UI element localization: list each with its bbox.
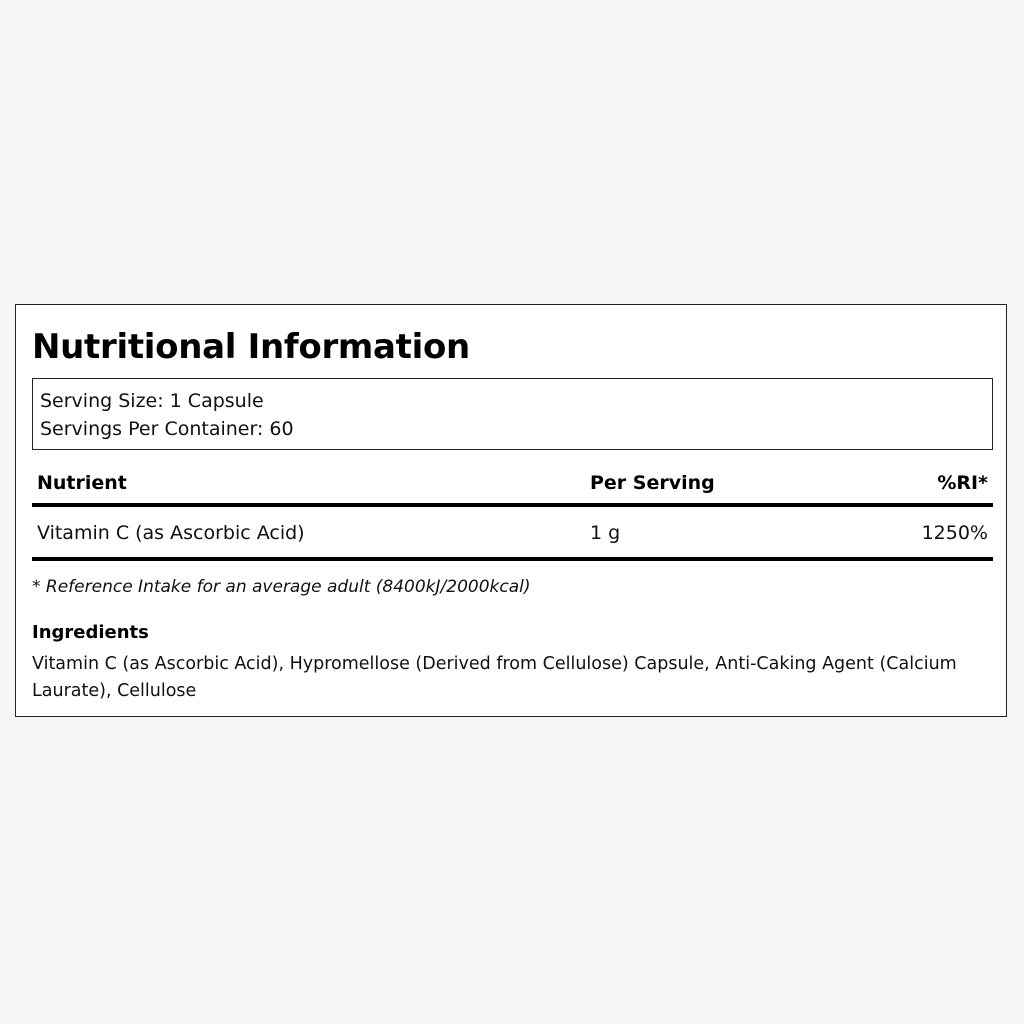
servings-per-container: Servings Per Container: 60	[40, 418, 294, 440]
header-per-serving: Per Serving	[590, 472, 715, 494]
cell-ri: 1250%	[921, 522, 988, 544]
header-ri: %RI*	[937, 472, 988, 494]
nutrient-table	[32, 465, 993, 561]
ingredients-heading: Ingredients	[32, 622, 149, 643]
cell-per-serving: 1 g	[590, 522, 621, 544]
panel-title: Nutritional Information	[32, 327, 470, 367]
serving-info-box	[32, 378, 993, 450]
header-nutrient: Nutrient	[37, 472, 127, 494]
cell-nutrient: Vitamin C (as Ascorbic Acid)	[37, 522, 305, 544]
ri-footnote: * Reference Intake for an average adult (8400kJ/2000kcal)	[32, 577, 531, 597]
table-row	[32, 507, 993, 561]
ingredients-text: Vitamin C (as Ascorbic Acid), Hypromellose (Derived from Cellulose) Capsule, Anti-Caking Agent (Calcium Laurate), Cellulose	[32, 654, 957, 701]
serving-size: Serving Size: 1 Capsule	[40, 390, 264, 412]
nutrition-panel	[15, 304, 1007, 717]
table-header-row	[32, 465, 993, 507]
